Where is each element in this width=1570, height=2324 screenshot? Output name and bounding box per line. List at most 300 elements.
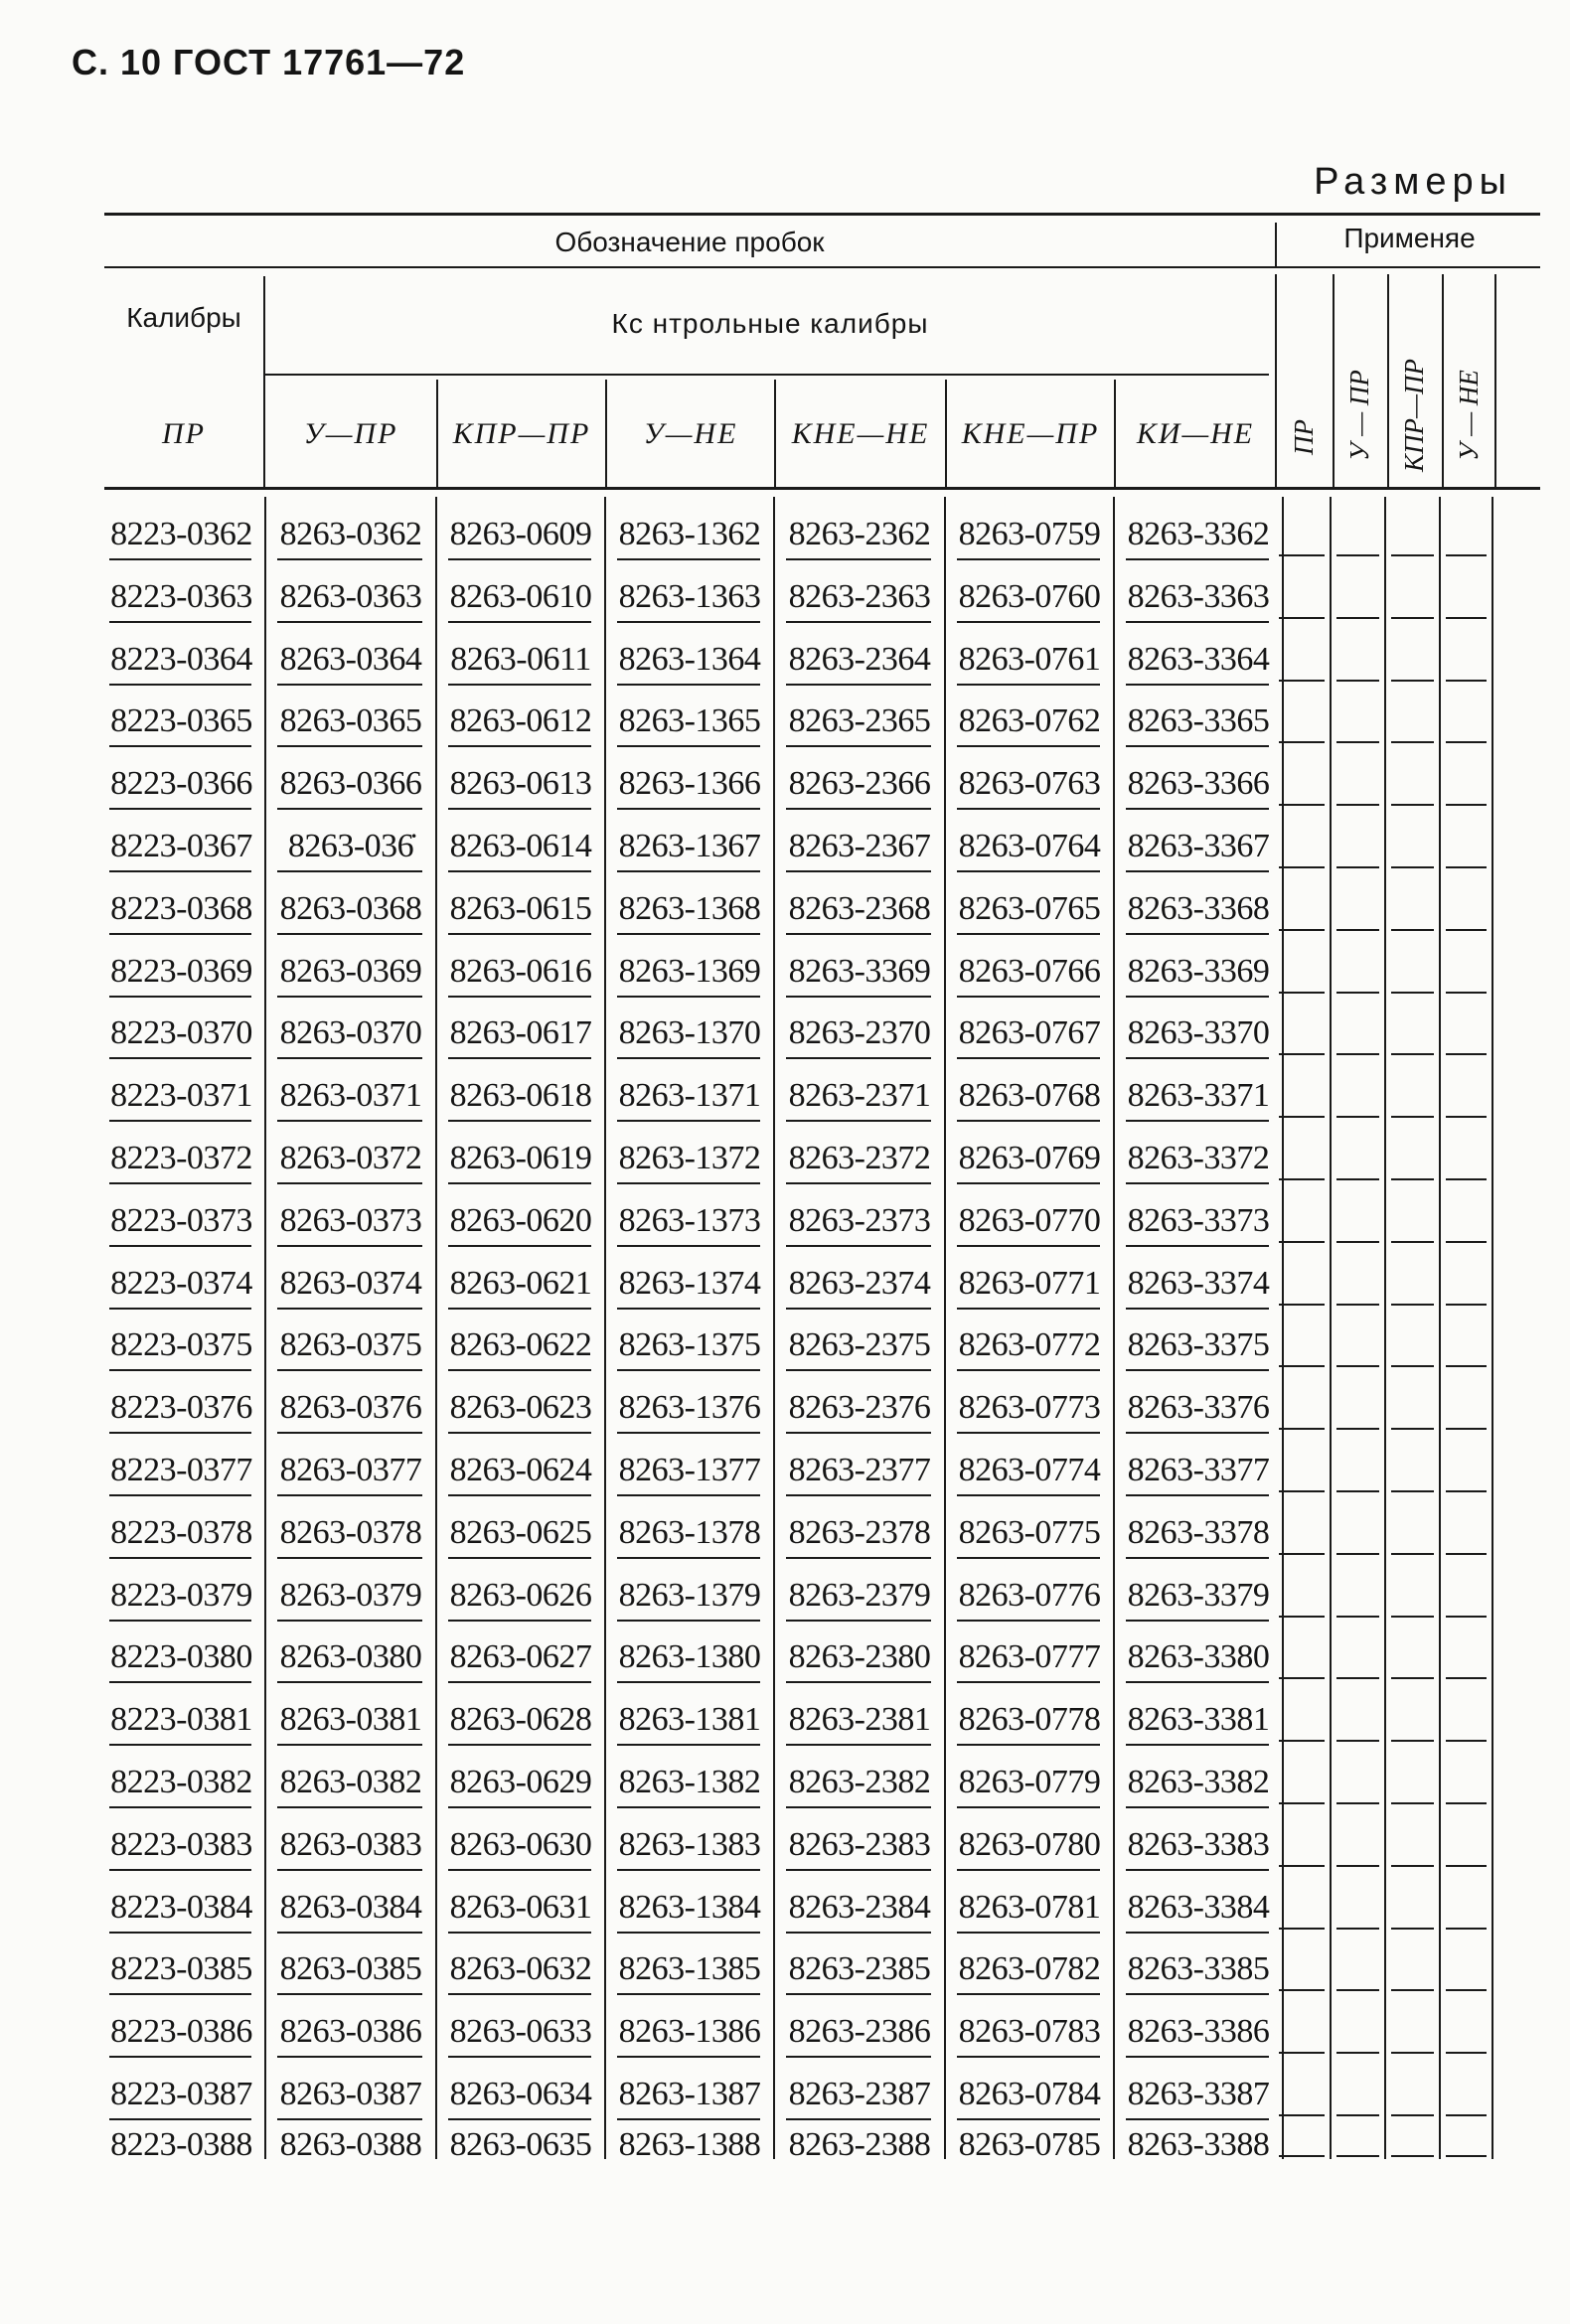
cell-underline	[277, 933, 422, 935]
col-header-u-ne: У—НЕ	[643, 417, 738, 450]
table-cell: 8263-1378	[618, 1513, 761, 1551]
table-cell: 8263-0624	[449, 1452, 592, 1488]
empty-dash	[1279, 1865, 1325, 1867]
cell-underline	[957, 1120, 1100, 1122]
table-cell: 8263-1373	[618, 1201, 761, 1239]
cell-underline	[786, 1806, 931, 1808]
cell-underline	[277, 621, 422, 623]
table-cell: 8263-0767	[958, 1014, 1101, 1052]
empty-dash	[1446, 1616, 1487, 1618]
empty-dash	[1279, 1677, 1325, 1679]
col-header-u-pr: У—ПР	[303, 417, 398, 450]
cell-underline	[957, 1993, 1100, 1995]
cell-underline	[1126, 1182, 1269, 1184]
table-cell: 8263-0773	[958, 1389, 1101, 1427]
table-cell: 8263-1384	[618, 1888, 761, 1926]
cell-underline	[109, 1744, 251, 1746]
table-cell: 8263-2383	[788, 1825, 931, 1863]
cell-underline	[109, 1308, 251, 1310]
table-cell: 8223-0373	[110, 1201, 252, 1239]
table-cell: 8223-0381	[110, 1701, 252, 1739]
empty-dash	[1336, 2052, 1379, 2054]
cell-underline	[277, 684, 422, 686]
empty-dash	[1391, 1989, 1434, 1991]
cell-underline	[1126, 1932, 1269, 1934]
table-cell: 8263-3387	[1127, 2076, 1270, 2112]
cell-underline	[957, 2118, 1100, 2120]
cell-underline	[1126, 1120, 1269, 1122]
cell-underline	[786, 996, 931, 998]
group-header: Обозначение пробок	[554, 227, 825, 257]
table-cell: 8263-0385	[279, 1950, 422, 1988]
apply-header: Применяе	[1343, 223, 1476, 253]
empty-dash	[1391, 2114, 1434, 2116]
table-cell: 8263-0783	[958, 2013, 1101, 2051]
cell-underline	[1126, 1494, 1269, 1496]
cell-underline	[277, 1932, 422, 1934]
cell-underline	[1126, 745, 1269, 747]
column-line	[435, 497, 437, 2159]
cell-underline	[786, 745, 931, 747]
table-cell: 8263-3377	[1127, 1452, 1270, 1488]
cell-underline	[1126, 933, 1269, 935]
cell-underline	[617, 1932, 760, 1934]
table-cell: 8263-3372	[1127, 1140, 1270, 1176]
table-cell: 8263-1371	[618, 1077, 761, 1115]
cell-underline	[1126, 684, 1269, 686]
empty-dash	[1336, 1740, 1379, 1742]
cell-underline	[277, 1494, 422, 1496]
cell-underline	[277, 1620, 422, 1622]
cell-underline	[957, 2056, 1100, 2058]
table-cell: 8263-3382	[1127, 1764, 1270, 1800]
cell-underline	[109, 1806, 251, 1808]
cell-underline	[957, 1744, 1100, 1746]
empty-dash	[1279, 1304, 1325, 1306]
empty-dash	[1446, 1304, 1487, 1306]
empty-dash	[1336, 1865, 1379, 1867]
empty-dash	[1336, 680, 1379, 682]
cell-underline	[1126, 1245, 1269, 1247]
cell-underline	[109, 1932, 251, 1934]
empty-dash	[1336, 1178, 1379, 1180]
empty-dash	[1391, 2155, 1434, 2157]
empty-dash	[1446, 1802, 1487, 1804]
cell-underline	[1126, 808, 1269, 810]
table-cell: 8263-2370	[788, 1014, 931, 1052]
table-cell: 8263-0373	[279, 1201, 422, 1239]
column-line	[1330, 497, 1332, 2159]
cell-underline	[277, 1245, 422, 1247]
table-cell: 8263-3362	[1127, 516, 1270, 552]
table-cell: 8263-0633	[449, 2013, 592, 2051]
empty-dash	[1279, 1802, 1325, 1804]
empty-dash	[1279, 1053, 1325, 1055]
table-cell: 8223-0386	[110, 2013, 252, 2051]
table-cell: 8263-0770	[958, 1201, 1101, 1239]
cell-underline	[786, 1432, 931, 1434]
cell-underline	[277, 870, 422, 872]
cell-underline	[448, 933, 591, 935]
empty-dash	[1391, 554, 1434, 556]
cell-underline	[617, 996, 760, 998]
table-cell: 8263-3375	[1127, 1326, 1270, 1364]
cell-underline	[448, 1806, 591, 1808]
cell-underline	[957, 745, 1100, 747]
cell-underline	[277, 1057, 422, 1059]
empty-dash	[1446, 1365, 1487, 1367]
empty-dash	[1446, 866, 1487, 868]
cell-underline	[786, 1744, 931, 1746]
empty-dash	[1336, 1989, 1379, 1991]
table-cell: 8263-0775	[958, 1513, 1101, 1551]
empty-dash	[1279, 992, 1325, 994]
table-cell: 8263-1365	[618, 702, 761, 740]
cell-underline	[448, 1308, 591, 1310]
empty-dash	[1446, 992, 1487, 994]
cell-underline	[786, 1557, 931, 1559]
cell-underline	[109, 1432, 251, 1434]
empty-dash	[1336, 1928, 1379, 1930]
table-cell: 8263-0364	[279, 640, 422, 678]
table-cell: 8263-2368	[788, 889, 931, 927]
table-cell: 8263-2373	[788, 1201, 931, 1239]
cell-underline	[786, 808, 931, 810]
table-cell: 8223-0365	[110, 702, 252, 740]
table-cell: 8223-0383	[110, 1825, 252, 1863]
empty-dash	[1446, 680, 1487, 682]
table-cell: 8263-3371	[1127, 1077, 1270, 1115]
table-cell: 8223-0363	[110, 577, 252, 615]
cell-underline	[448, 1620, 591, 1622]
table-cell: 8263-0778	[958, 1701, 1101, 1739]
cell-underline	[786, 933, 931, 935]
empty-dash	[1391, 1365, 1434, 1367]
cell-underline	[277, 1744, 422, 1746]
cell-underline	[448, 745, 591, 747]
cell-underline	[957, 684, 1100, 686]
cell-underline	[617, 1806, 760, 1808]
empty-dash	[1446, 929, 1487, 931]
cell-underline	[957, 1369, 1100, 1371]
table-cell: 8263-0376	[279, 1389, 422, 1427]
cell-underline	[1126, 621, 1269, 623]
empty-dash	[1336, 1116, 1379, 1118]
cell-underline	[448, 558, 591, 560]
table-cell: 8223-0369	[110, 952, 252, 990]
empty-dash	[1446, 1989, 1487, 1991]
table-cell: 8263-0616	[449, 952, 592, 990]
cell-underline	[786, 1369, 931, 1371]
table-cell: 8263-1362	[618, 516, 761, 552]
table-cell: 8263-1363	[618, 577, 761, 615]
table-cell: 8263-0785	[958, 2125, 1101, 2163]
cell-underline	[617, 1369, 760, 1371]
empty-dash	[1391, 804, 1434, 806]
table-cell: 8263-2384	[788, 1888, 931, 1926]
cell-underline	[617, 745, 760, 747]
table-cell: 8263-0621	[449, 1264, 592, 1302]
table-cell: 8263-2376	[788, 1389, 931, 1427]
empty-dash	[1391, 866, 1434, 868]
cell-underline	[109, 996, 251, 998]
empty-dash	[1279, 2052, 1325, 2054]
table-cell: 8263-0766	[958, 952, 1101, 990]
table-cell: 8263-1382	[618, 1764, 761, 1800]
empty-dash	[1336, 1802, 1379, 1804]
table-cell: 8263-2378	[788, 1513, 931, 1551]
cell-underline	[277, 1869, 422, 1871]
empty-dash	[1279, 680, 1325, 682]
cell-underline	[957, 1681, 1100, 1683]
table-cell: 8263-3384	[1127, 1888, 1270, 1926]
cell-underline	[277, 558, 422, 560]
table-cell: 8263-0759	[958, 516, 1101, 552]
cell-underline	[617, 1494, 760, 1496]
empty-dash	[1446, 741, 1487, 743]
table-cell: 8263-2371	[788, 1077, 931, 1115]
empty-dash	[1391, 1178, 1434, 1180]
cell-underline	[109, 1120, 251, 1122]
empty-dash	[1279, 1116, 1325, 1118]
cell-underline	[957, 1869, 1100, 1871]
table-cell: 8263-1368	[618, 889, 761, 927]
cell-underline	[957, 1057, 1100, 1059]
cell-underline	[109, 621, 251, 623]
table-cell: 8263-3388	[1127, 2125, 1270, 2163]
empty-dash	[1446, 2155, 1487, 2157]
cell-underline	[1126, 2056, 1269, 2058]
table-cell: 8263-0384	[279, 1888, 422, 1926]
empty-dash	[1336, 1677, 1379, 1679]
cell-underline	[786, 1681, 931, 1683]
cell-underline	[448, 1245, 591, 1247]
table-cell: 8263-2387	[788, 2076, 931, 2112]
empty-dash	[1391, 1802, 1434, 1804]
cell-underline	[109, 1557, 251, 1559]
cell-underline	[448, 1557, 591, 1559]
cell-underline	[957, 1182, 1100, 1184]
empty-dash	[1446, 1241, 1487, 1243]
empty-dash	[1336, 617, 1379, 619]
empty-dash	[1279, 2155, 1325, 2157]
empty-dash	[1336, 2114, 1379, 2116]
table-cell: 8263-1367	[618, 828, 761, 864]
cell-underline	[277, 1120, 422, 1122]
empty-dash	[1279, 929, 1325, 931]
cell-underline	[109, 1620, 251, 1622]
table-cell: 8263-0370	[279, 1014, 422, 1052]
column-line	[1113, 497, 1115, 2159]
cell-underline	[617, 1869, 760, 1871]
col-header-kpr-pr: КПР—ПР	[452, 417, 591, 450]
table-cell: 8223-0388	[110, 2125, 252, 2163]
empty-dash	[1446, 1053, 1487, 1055]
table-cell: 8263-0362	[279, 516, 422, 552]
cell-underline	[617, 1057, 760, 1059]
table-cell: 8263-1376	[618, 1389, 761, 1427]
cell-underline	[1126, 1057, 1269, 1059]
cell-underline	[448, 1932, 591, 1934]
empty-dash	[1391, 1928, 1434, 1930]
table-cell: 8263-0760	[958, 577, 1101, 615]
table-cell: 8263-0768	[958, 1077, 1101, 1115]
empty-dash	[1279, 554, 1325, 556]
empty-dash	[1336, 1553, 1379, 1555]
cell-underline	[448, 1057, 591, 1059]
empty-dash	[1391, 1616, 1434, 1618]
empty-dash	[1446, 1677, 1487, 1679]
table-cell: 8263-3374	[1127, 1264, 1270, 1302]
cell-underline	[109, 558, 251, 560]
cell-underline	[277, 1432, 422, 1434]
table-cell: 8263-3369	[788, 952, 931, 990]
empty-dash	[1279, 1989, 1325, 1991]
table-cell: 8263-1388	[618, 2125, 761, 2163]
empty-dash	[1279, 1428, 1325, 1430]
apply-col-header-u-ne: У — НЕ	[1454, 370, 1484, 461]
cell-underline	[957, 996, 1100, 998]
cell-underline	[448, 996, 591, 998]
empty-dash	[1336, 804, 1379, 806]
table-cell: 8223-0376	[110, 1389, 252, 1427]
cell-underline	[1126, 870, 1269, 872]
cell-underline	[448, 1494, 591, 1496]
table-cell: 8263-0612	[449, 702, 592, 740]
table-cell: 8263-3369	[1127, 952, 1270, 990]
cell-underline	[617, 1993, 760, 1995]
table-cell: 8223-0364	[110, 640, 252, 678]
empty-dash	[1279, 866, 1325, 868]
empty-dash	[1446, 1553, 1487, 1555]
table-cell: 8223-0368	[110, 889, 252, 927]
cell-underline	[448, 1744, 591, 1746]
table-cell: 8263-2365	[788, 702, 931, 740]
table-cell: 8263-0629	[449, 1764, 592, 1800]
table-cell: 8263-3380	[1127, 1638, 1270, 1676]
table-cell: 8263-0617	[449, 1014, 592, 1052]
cell-underline	[617, 1620, 760, 1622]
empty-dash	[1391, 1304, 1434, 1306]
table-cell: 8263-0363	[279, 577, 422, 615]
empty-dash	[1391, 680, 1434, 682]
cell-underline	[617, 1681, 760, 1683]
empty-dash	[1446, 554, 1487, 556]
cell-underline	[617, 1557, 760, 1559]
cell-underline	[448, 684, 591, 686]
empty-dash	[1391, 617, 1434, 619]
table-cell: 8263-0382	[279, 1764, 422, 1800]
table-cell: 8263-0765	[958, 889, 1101, 927]
table-cell: 8263-2372	[788, 1140, 931, 1176]
table-cell: 8263-3370	[1127, 1014, 1270, 1052]
empty-dash	[1446, 617, 1487, 619]
cell-underline	[1126, 1620, 1269, 1622]
table-cell: 8263-2385	[788, 1950, 931, 1988]
empty-dash	[1446, 1928, 1487, 1930]
table-cell: 8263-0619	[449, 1140, 592, 1176]
cell-underline	[109, 1993, 251, 1995]
cell-underline	[1126, 1681, 1269, 1683]
cell-underline	[448, 621, 591, 623]
apply-col-header-u-pr: У — ПР	[1344, 370, 1374, 461]
cell-underline	[786, 1993, 931, 1995]
empty-dash	[1336, 866, 1379, 868]
table-cell: 8263-0611	[450, 640, 591, 678]
cell-underline	[448, 1369, 591, 1371]
table-cell: 8263-0782	[958, 1950, 1101, 1988]
cell-underline	[957, 808, 1100, 810]
empty-dash	[1279, 617, 1325, 619]
table-cell: 8263-0379	[279, 1576, 422, 1614]
table-cell: 8263-0366	[279, 765, 422, 803]
table-cell: 8263-0609	[449, 516, 592, 552]
table-cell: 8263-0372	[279, 1140, 422, 1176]
section-heading: Размеры	[1314, 161, 1512, 203]
cell-underline	[957, 1557, 1100, 1559]
cell-underline	[957, 1620, 1100, 1622]
table-cell: 8263-2382	[788, 1764, 931, 1800]
table-cell: 8263-0377	[279, 1452, 422, 1488]
cell-underline	[786, 870, 931, 872]
empty-dash	[1279, 2114, 1325, 2116]
cell-underline	[109, 870, 251, 872]
table-cell: 8263-3386	[1127, 2013, 1270, 2051]
table-cell: 8263-0625	[449, 1513, 592, 1551]
cell-underline	[786, 1057, 931, 1059]
empty-dash	[1279, 1178, 1325, 1180]
cell-underline	[1126, 1806, 1269, 1808]
table-cell: 8263-3378	[1127, 1513, 1270, 1551]
empty-dash	[1279, 1365, 1325, 1367]
table-cell: 8263-0380	[279, 1638, 422, 1676]
cell-underline	[277, 1308, 422, 1310]
empty-dash	[1446, 1116, 1487, 1118]
table-cell: 8263-0635	[449, 2125, 592, 2163]
table-cell: 8223-0377	[110, 1452, 252, 1488]
table-cell: 8263-0781	[958, 1888, 1101, 1926]
table-cell: 8263-0386	[279, 2013, 422, 2051]
cell-underline	[786, 1494, 931, 1496]
table-cell: 8263-0772	[958, 1326, 1101, 1364]
empty-dash	[1279, 804, 1325, 806]
cell-underline	[617, 558, 760, 560]
table-cell: 8263-1387	[618, 2076, 761, 2112]
table-cell: 8263-0613	[449, 765, 592, 803]
table-cell: 8263-0614	[449, 828, 592, 864]
cell-underline	[957, 1432, 1100, 1434]
cell-underline	[617, 621, 760, 623]
table-cell: 8263-1385	[618, 1950, 761, 1988]
empty-dash	[1279, 1241, 1325, 1243]
empty-dash	[1336, 1616, 1379, 1618]
table-cell: 8263-1375	[618, 1326, 761, 1364]
empty-dash	[1391, 1241, 1434, 1243]
cell-underline	[277, 1182, 422, 1184]
cell-underline	[957, 1806, 1100, 1808]
table-cell: 8263-0622	[449, 1326, 592, 1364]
cell-underline	[448, 1182, 591, 1184]
cell-underline	[617, 2118, 760, 2120]
empty-dash	[1336, 992, 1379, 994]
cell-underline	[448, 1869, 591, 1871]
cell-underline	[617, 870, 760, 872]
cell-underline	[786, 1182, 931, 1184]
table-cell: 8263-2375	[788, 1326, 931, 1364]
table-cell: 8263-036̇	[287, 828, 414, 864]
cell-underline	[786, 1308, 931, 1310]
empty-dash	[1391, 741, 1434, 743]
